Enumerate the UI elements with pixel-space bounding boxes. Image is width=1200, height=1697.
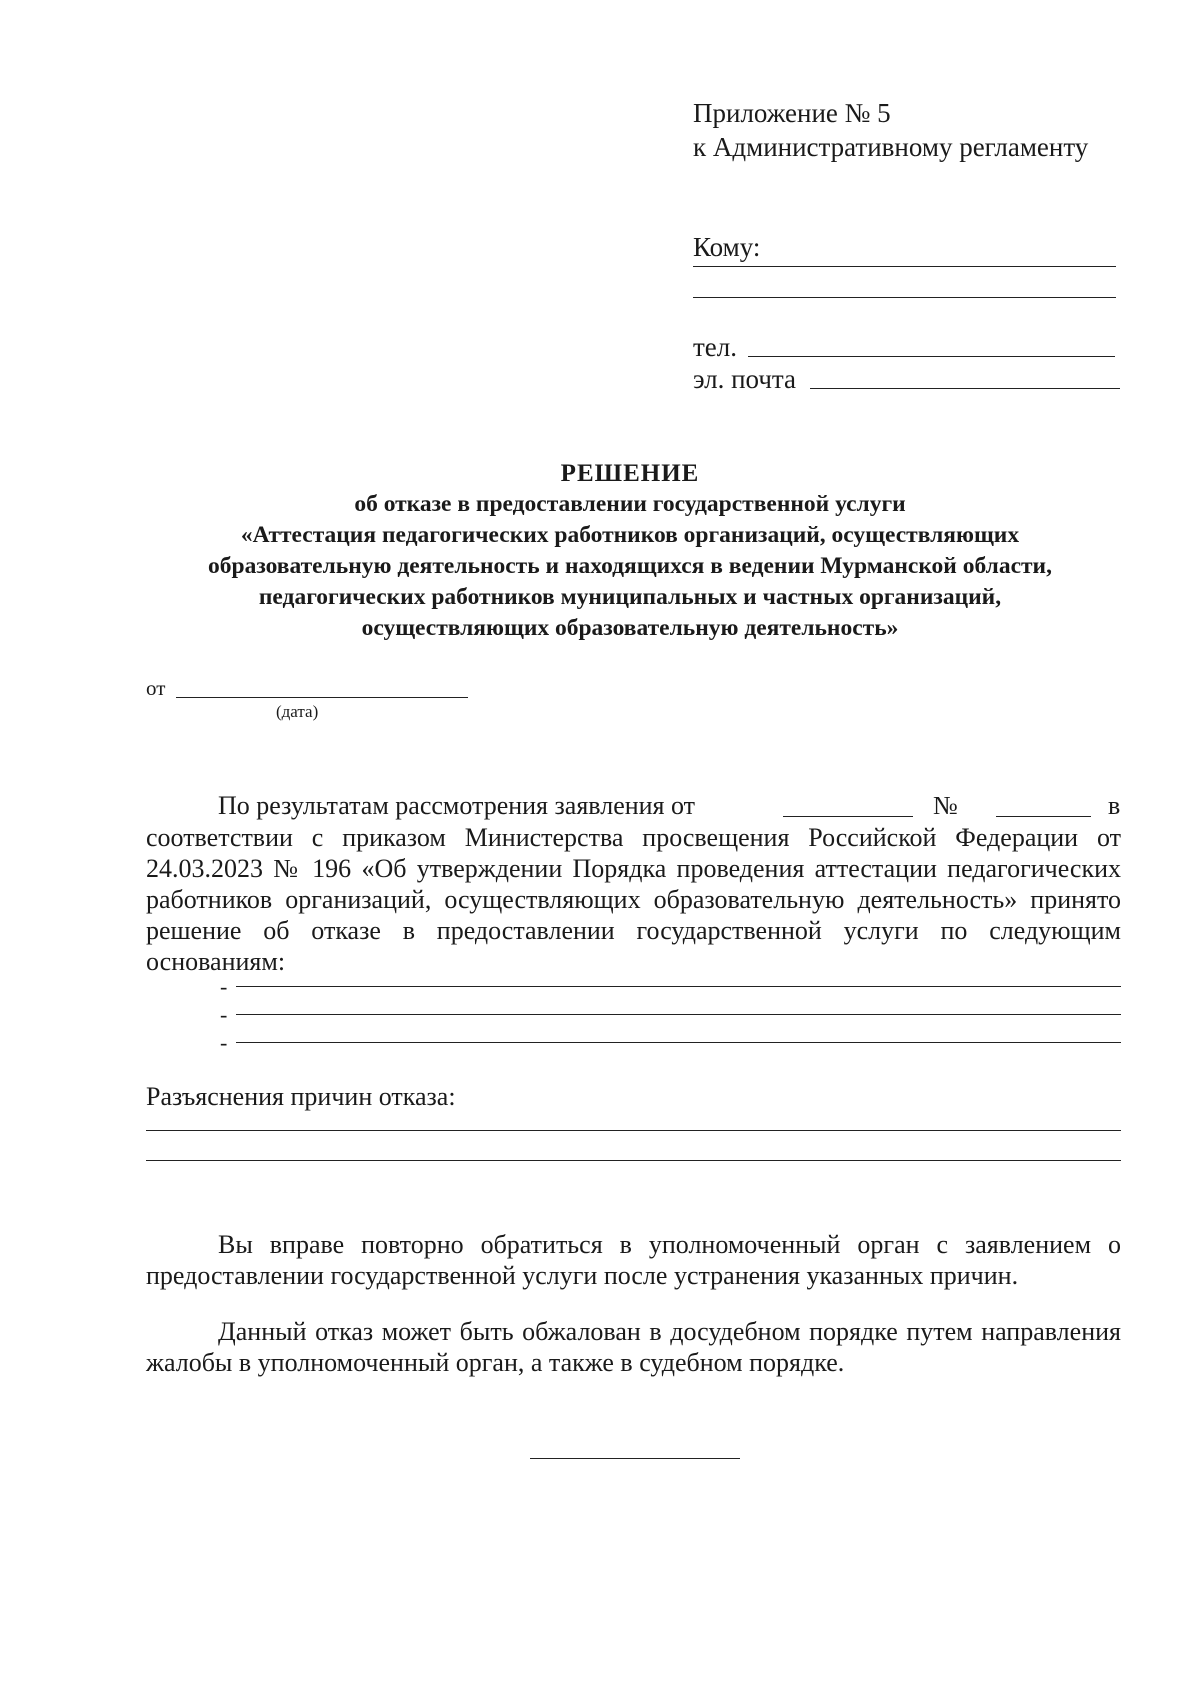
title-line-3: образовательную деятельность и находящихся в ведении Мурманской области, (208, 553, 1052, 579)
recipient-label: Кому: (693, 232, 761, 262)
recipient-line-1[interactable] (693, 266, 1116, 267)
paragraph-1-first-line (146, 790, 1121, 822)
reason-line-3[interactable] (236, 1042, 1121, 1043)
phone-label: тел. (693, 332, 738, 362)
p1-start-text: По результатам рассмотрения заявления от (218, 791, 696, 820)
closing-divider (530, 1458, 740, 1459)
reason-line-2[interactable] (236, 1014, 1121, 1015)
appendix-header (693, 96, 1088, 164)
application-number-blank[interactable] (996, 794, 1091, 817)
paragraph-3 (146, 1316, 1121, 1378)
title-line-2: «Аттестация педагогических работников организаций, осуществляющих (240, 522, 1020, 548)
explanation-line-2[interactable] (146, 1160, 1121, 1161)
paragraph-2-text: Вы вправе повторно обратиться в уполномоченный орган с заявлением о предоставлении государственной услуги после устранения указанных причин. (146, 1230, 1121, 1290)
paragraph-1-rest: соответствии с приказом Министерства просвещения Российской Федерации от 24.03.2023 № 196 «Об утверждении Порядка проведения аттестации педагогических работников организаций, осуществляющих образовательную деятельность» принято решение об отказе в предоставлении государственной услуги по следующим основаниям: (146, 823, 1121, 976)
email-line[interactable] (810, 388, 1120, 389)
paragraph-3-text: Данный отказ может быть обжалован в досудебном порядке путем направления жалобы в уполномоченный орган, а также в судебном порядке. (146, 1317, 1121, 1377)
reason-dash-1: - (220, 974, 228, 999)
document-title (130, 458, 1130, 644)
title-line-1: об отказе в предоставлении государственной услуги (354, 491, 906, 517)
reason-dash-3: - (220, 1030, 228, 1055)
explanation-line-1[interactable] (146, 1130, 1121, 1131)
reason-line-1[interactable] (236, 986, 1121, 987)
appendix-reference: к Административному регламенту (693, 132, 1089, 162)
date-caption: (дата) (276, 702, 319, 721)
appendix-number: Приложение № 5 (693, 98, 891, 128)
phone-line[interactable] (748, 356, 1115, 357)
recipient-line-2[interactable] (693, 297, 1116, 298)
date-prefix: от (146, 676, 166, 700)
explanations-label: Разъяснения причин отказа: (146, 1082, 456, 1111)
p1-number-sign: № (933, 791, 958, 820)
date-line[interactable] (176, 697, 468, 698)
application-date-blank[interactable] (783, 794, 913, 817)
reason-dash-2: - (220, 1002, 228, 1027)
title-main: РЕШЕНИЕ (560, 460, 700, 487)
email-label: эл. почта (693, 364, 797, 394)
title-line-4: педагогических работников муниципальных и частных организаций, (258, 584, 1002, 610)
p1-in-word: в (1108, 791, 1121, 820)
paragraph-2 (146, 1229, 1121, 1291)
title-line-5: осуществляющих образовательную деятельность» (361, 615, 899, 641)
